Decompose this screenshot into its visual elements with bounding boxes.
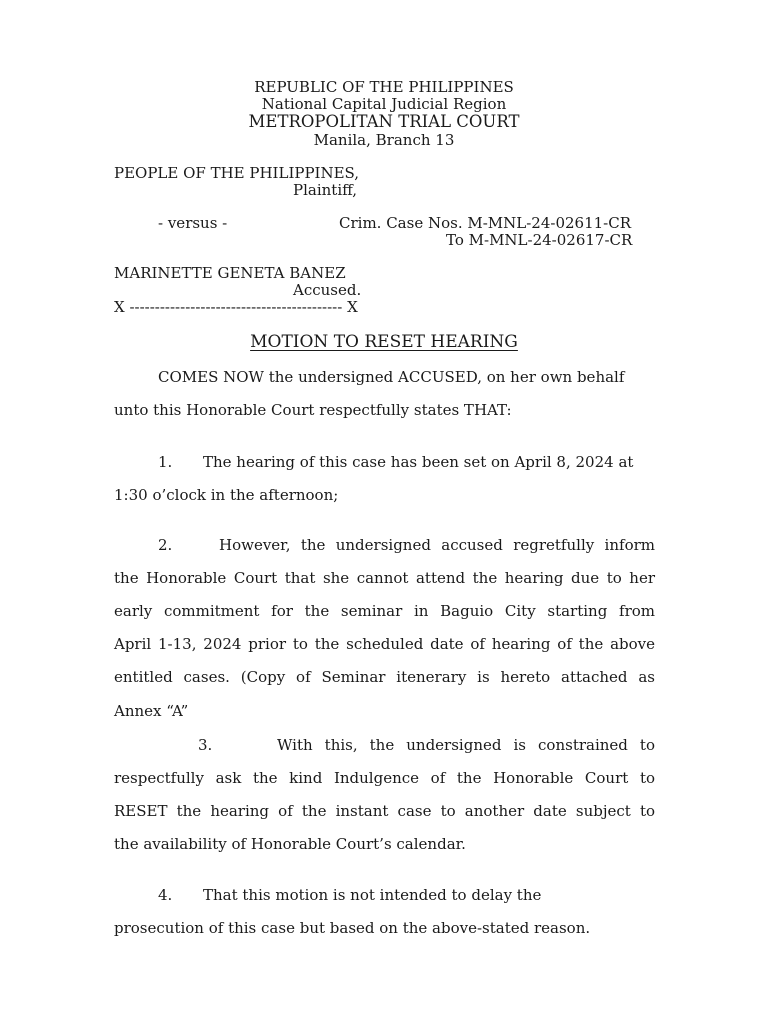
caption-separator: X ------------------------------------------ X xyxy=(114,298,358,316)
plaintiff-role: Plaintiff, xyxy=(293,181,358,199)
paragraph-2-line-3: early commitment for the seminar in Baguio City starting from xyxy=(114,602,655,620)
paragraph-4-line-2: prosecution of this case but based on the above-stated reason. xyxy=(114,919,591,937)
paragraph-2-line-2: the Honorable Court that she cannot attend the hearing due to her xyxy=(114,569,655,587)
plaintiff-name: PEOPLE OF THE PHILIPPINES, xyxy=(114,164,360,182)
motion-title: MOTION TO RESET HEARING xyxy=(250,332,518,352)
intro-line-2: unto this Honorable Court respectfully states THAT: xyxy=(114,401,512,419)
paragraph-2-line-5: entitled cases. (Copy of Seminar itenerary is hereto attached as xyxy=(114,668,655,686)
case-numbers-line-2: To M-MNL-24-02617-CR xyxy=(446,231,633,249)
paragraph-3-line-3: RESET the hearing of the instant case to another date subject to xyxy=(114,802,655,820)
paragraph-3-line-2: respectfully ask the kind Indulgence of the Honorable Court to xyxy=(114,769,655,787)
paragraph-3-line-1: With this, the undersigned is constrained to xyxy=(277,736,655,754)
accused-name: MARINETTE GENETA BANEZ xyxy=(114,264,346,282)
paragraph-2-line-4: April 1-13, 2024 prior to the scheduled date of hearing of the above xyxy=(114,635,655,653)
paragraph-2-line-1: However, the undersigned accused regretfully inform xyxy=(219,536,655,554)
header-republic: REPUBLIC OF THE PHILIPPINES xyxy=(254,78,514,96)
paragraph-4-number: 4. xyxy=(158,886,173,904)
paragraph-3-number: 3. xyxy=(198,736,213,754)
paragraph-4-line-1: That this motion is not intended to delay the xyxy=(203,886,542,904)
accused-role: Accused. xyxy=(293,281,362,299)
versus-label: - versus - xyxy=(158,214,228,232)
intro-line-1: COMES NOW the undersigned ACCUSED, on her own behalf xyxy=(158,368,625,386)
paragraph-3-line-4: the availability of Honorable Court’s calendar. xyxy=(114,835,466,853)
paragraph-1-number: 1. xyxy=(158,453,173,471)
header-branch: Manila, Branch 13 xyxy=(313,131,455,149)
case-numbers-line-1: Crim. Case Nos. M-MNL-24-02611-CR xyxy=(339,214,632,232)
header-region: National Capital Judicial Region xyxy=(261,95,507,113)
paragraph-1-line-1: The hearing of this case has been set on April 8, 2024 at xyxy=(203,453,634,471)
header-court: METROPOLITAN TRIAL COURT xyxy=(248,112,520,131)
paragraph-2-line-6: Annex “A” xyxy=(114,702,189,720)
paragraph-1-line-2: 1:30 o’clock in the afternoon; xyxy=(114,486,339,504)
paragraph-2-number: 2. xyxy=(158,536,173,554)
